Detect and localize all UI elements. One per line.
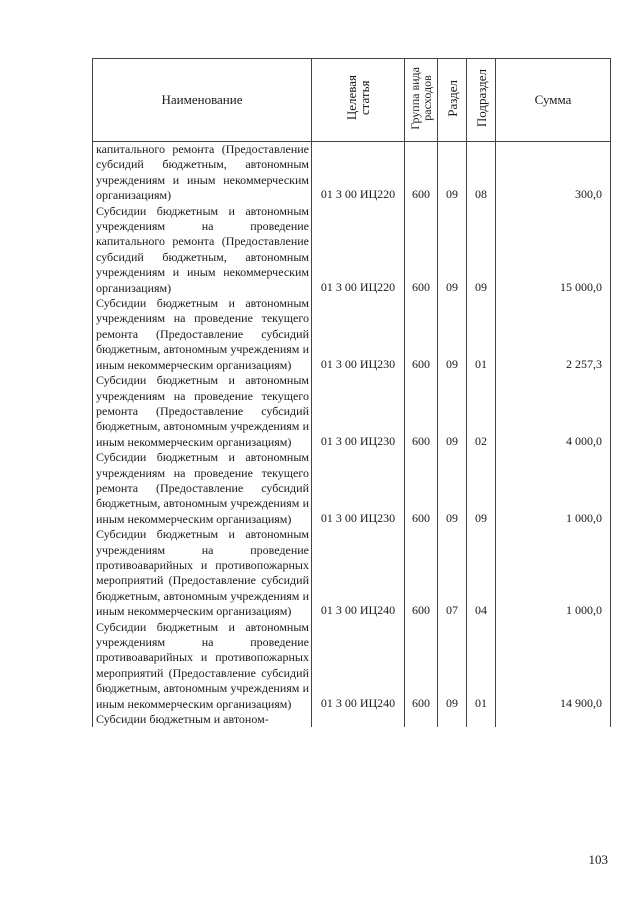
page-number: 103	[588, 852, 608, 867]
row-sum-cell: 1 000,0	[496, 527, 611, 619]
table-row	[93, 296, 611, 373]
row-target-article-cell: 01 3 00 ИЦ240	[312, 620, 405, 712]
row-section-cell	[438, 712, 467, 727]
header-subsection: Подраздел	[467, 59, 496, 142]
row-subsection-cell: 01	[467, 296, 496, 373]
row-expense-group-cell	[405, 712, 438, 727]
row-name-cell: Субсидии бюджетным и автономным учреждениям на проведение текущего ремонта (Предоставление субсидий бюджетным, автономным учреждениям и иным некоммерческим организациям)	[93, 296, 312, 373]
table-row	[93, 373, 611, 450]
row-sum-cell: 1 000,0	[496, 450, 611, 527]
row-sum-cell: 14 900,0	[496, 620, 611, 712]
table-row	[93, 620, 611, 712]
row-target-article-cell: 01 3 00 ИЦ240	[312, 527, 405, 619]
row-expense-group-cell: 600	[405, 527, 438, 619]
header-target-article: Целевая статья	[312, 59, 405, 142]
row-name-cell: Субсидии бюджетным и автономным учреждениям на проведение противоаварийных и противопожарных мероприятий (Предоставление субсидий бюджетным, автономным учреждениям и иным некоммерческим организациям)	[93, 620, 312, 712]
row-expense-group-cell: 600	[405, 204, 438, 296]
row-target-article-cell: 01 3 00 ИЦ220	[312, 142, 405, 204]
header-sum: Сумма	[496, 59, 611, 142]
row-section-cell: 07	[438, 527, 467, 619]
row-target-article-cell: 01 3 00 ИЦ230	[312, 450, 405, 527]
row-name-cell: Субсидии бюджетным и автономным учреждениям на проведение текущего ремонта (Предоставление субсидий бюджетным, автономным учреждениям и иным некоммерческим организациям)	[93, 450, 312, 527]
row-subsection-cell: 08	[467, 142, 496, 204]
row-section-cell: 09	[438, 450, 467, 527]
header-row	[93, 59, 611, 142]
table-row	[93, 204, 611, 296]
header-expense-group: Группа вида расходов	[405, 59, 438, 142]
row-target-article-cell: 01 3 00 ИЦ230	[312, 296, 405, 373]
table-row	[93, 712, 611, 727]
row-name-cell: Субсидии бюджетным и автоном-	[93, 712, 312, 727]
budget-table	[92, 58, 611, 727]
row-section-cell: 09	[438, 373, 467, 450]
row-section-cell: 09	[438, 620, 467, 712]
row-expense-group-cell: 600	[405, 620, 438, 712]
table-row	[93, 450, 611, 527]
row-sum-cell: 4 000,0	[496, 373, 611, 450]
row-subsection-cell: 02	[467, 373, 496, 450]
row-target-article-cell: 01 3 00 ИЦ220	[312, 204, 405, 296]
row-subsection-cell: 01	[467, 620, 496, 712]
row-target-article-cell: 01 3 00 ИЦ230	[312, 373, 405, 450]
row-expense-group-cell: 600	[405, 450, 438, 527]
row-section-cell: 09	[438, 296, 467, 373]
row-section-cell: 09	[438, 142, 467, 204]
header-name: Наименование	[93, 59, 312, 142]
row-subsection-cell	[467, 712, 496, 727]
row-name-cell: капитального ремонта (Предоставление субсидий бюджетным, автономным учреждениям и иным некоммерческим организациям)	[93, 142, 312, 204]
row-subsection-cell: 09	[467, 204, 496, 296]
row-subsection-cell: 04	[467, 527, 496, 619]
table-row	[93, 527, 611, 619]
row-sum-cell: 300,0	[496, 142, 611, 204]
row-sum-cell: 15 000,0	[496, 204, 611, 296]
header-section: Раздел	[438, 59, 467, 142]
row-target-article-cell	[312, 712, 405, 727]
row-section-cell: 09	[438, 204, 467, 296]
row-name-cell: Субсидии бюджетным и автономным учреждениям на проведение капитального ремонта (Предоставление субсидий бюджетным, автономным учреждениям и иным некоммерческим организациям)	[93, 204, 312, 296]
row-sum-cell	[496, 712, 611, 727]
row-subsection-cell: 09	[467, 450, 496, 527]
table-row	[93, 142, 611, 204]
table-body	[93, 142, 611, 728]
row-sum-cell: 2 257,3	[496, 296, 611, 373]
row-name-cell: Субсидии бюджетным и автономным учреждениям на проведение противоаварийных и противопожарных мероприятий (Предоставление субсидий бюджетным, автономным учреждениям и иным некоммерческим организациям)	[93, 527, 312, 619]
row-name-cell: Субсидии бюджетным и автономным учреждениям на проведение текущего ремонта (Предоставление субсидий бюджетным, автономным учреждениям и иным некоммерческим организациям)	[93, 373, 312, 450]
row-expense-group-cell: 600	[405, 373, 438, 450]
row-expense-group-cell: 600	[405, 296, 438, 373]
table-header	[93, 59, 611, 142]
row-expense-group-cell: 600	[405, 142, 438, 204]
